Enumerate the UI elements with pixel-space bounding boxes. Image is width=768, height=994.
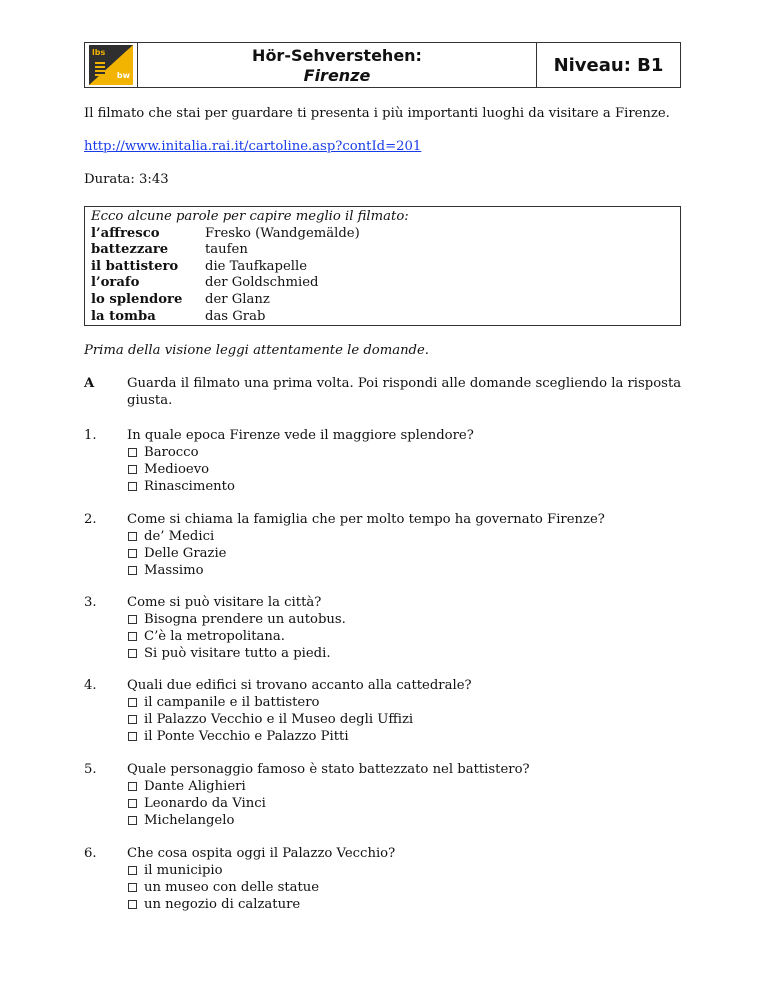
option-label: Massimo [144, 563, 204, 578]
option-label: il campanile e il battistero [144, 695, 320, 710]
logo-text-bottom: bw [116, 71, 130, 80]
worksheet-subtitle: Firenze [303, 66, 371, 85]
vocab-row [91, 309, 674, 326]
answer-option[interactable] [127, 628, 687, 645]
vocab-row [91, 226, 674, 243]
option-label: Barocco [144, 445, 199, 460]
question-number: 6. [84, 846, 97, 861]
option-label: de’ Medici [144, 529, 215, 544]
vocab-row [91, 242, 674, 259]
question-text: Come si chiama la famiglia che per molto tempo ha governato Firenze? [127, 512, 605, 527]
option-label: il Palazzo Vecchio e il Museo degli Uffizi [144, 712, 414, 727]
question-text: Che cosa ospita oggi il Palazzo Vecchio? [127, 846, 396, 861]
vocab-row [91, 292, 674, 309]
option-label: Dante Alighieri [144, 779, 246, 794]
answer-option[interactable] [127, 862, 687, 879]
intro-text: Il filmato che stai per guardare ti presenta i più importanti luoghi da visitare a Firenze. [84, 106, 670, 121]
option-label: Medioevo [144, 462, 210, 477]
answer-option[interactable] [127, 444, 687, 461]
question-number: 1. [84, 428, 97, 443]
option-label: Bisogna prendere un autobus. [144, 612, 346, 627]
checkbox-icon[interactable] [128, 866, 137, 875]
option-label: il municipio [144, 863, 223, 878]
title-cell [138, 43, 537, 87]
answer-option[interactable] [127, 728, 687, 745]
answer-option[interactable] [127, 461, 687, 478]
answer-option[interactable] [127, 562, 687, 579]
option-label: un museo con delle statue [144, 880, 320, 895]
option-label: Delle Grazie [144, 546, 227, 561]
vocab-translation: der Goldschmied [205, 275, 319, 291]
answer-option[interactable] [127, 711, 687, 728]
lion-icon [95, 62, 105, 76]
duration-text: Durata: 3:43 [84, 172, 169, 187]
checkbox-icon[interactable] [128, 782, 137, 791]
answer-option[interactable] [127, 611, 687, 628]
vocabulary-box [84, 206, 681, 326]
section-letter: A [84, 376, 95, 391]
vocab-term: l’affresco [91, 225, 160, 241]
question-text: Quale personaggio famoso è stato battezzato nel battistero? [127, 762, 530, 777]
answer-option[interactable] [127, 778, 687, 795]
vocab-translation: die Taufkapelle [205, 258, 308, 274]
vocab-translation: das Grab [205, 308, 266, 324]
checkbox-icon[interactable] [128, 566, 137, 575]
logo-text-top: lbs [92, 48, 106, 57]
checkbox-icon[interactable] [128, 816, 137, 825]
vocabulary-heading: Ecco alcune parole per capire meglio il filmato: [91, 209, 409, 224]
checkbox-icon[interactable] [128, 532, 137, 541]
checkbox-icon[interactable] [128, 900, 137, 909]
answer-option[interactable] [127, 879, 687, 896]
vocab-term: il battistero [91, 258, 179, 274]
question-text: In quale epoca Firenze vede il maggiore splendore? [127, 428, 474, 443]
checkbox-icon[interactable] [128, 883, 137, 892]
vocab-row [91, 275, 674, 292]
option-label: un negozio di calzature [144, 897, 301, 912]
answer-option[interactable] [127, 694, 687, 711]
option-label: Michelangelo [144, 813, 235, 828]
answer-option[interactable] [127, 795, 687, 812]
option-label: il Ponte Vecchio e Palazzo Pitti [144, 729, 349, 744]
checkbox-icon[interactable] [128, 698, 137, 707]
checkbox-icon[interactable] [128, 615, 137, 624]
vocab-term: battezzare [91, 242, 169, 258]
checkbox-icon[interactable] [128, 465, 137, 474]
answer-option[interactable] [127, 528, 687, 545]
option-label: Leonardo da Vinci [144, 796, 266, 811]
level-badge: Niveau: B1 [553, 54, 664, 76]
question-number: 4. [84, 678, 97, 693]
checkbox-icon[interactable] [128, 649, 137, 658]
question-text: Quali due edifici si trovano accanto alla cattedrale? [127, 678, 472, 693]
question-text: Come si può visitare la città? [127, 595, 322, 610]
vocab-term: la tomba [91, 308, 156, 324]
question-number: 5. [84, 762, 97, 777]
answer-option[interactable] [127, 896, 687, 913]
section-instruction: Guarda il filmato una prima volta. Poi rispondi alle domande scegliendo la risposta giusta. [127, 376, 682, 408]
question-number: 3. [84, 595, 97, 610]
checkbox-icon[interactable] [128, 715, 137, 724]
video-link[interactable]: http://www.initalia.rai.it/cartoline.asp?contId=201 [84, 139, 422, 154]
answer-option[interactable] [127, 645, 687, 662]
answer-option[interactable] [127, 812, 687, 829]
worksheet-title: Hör-Sehverstehen: [252, 46, 422, 65]
option-label: Rinascimento [144, 479, 235, 494]
checkbox-icon[interactable] [128, 448, 137, 457]
checkbox-icon[interactable] [128, 799, 137, 808]
vocab-translation: taufen [205, 242, 248, 258]
option-label: Si può visitare tutto a piedi. [144, 646, 331, 661]
answer-option[interactable] [127, 545, 687, 562]
lbs-bw-logo [89, 45, 133, 85]
checkbox-icon[interactable] [128, 482, 137, 491]
checkbox-icon[interactable] [128, 632, 137, 641]
vocab-row [91, 259, 674, 276]
vocab-translation: der Glanz [205, 291, 270, 307]
option-label: C’è la metropolitana. [144, 629, 285, 644]
answer-option[interactable] [127, 478, 687, 495]
question-number: 2. [84, 512, 97, 527]
checkbox-icon[interactable] [128, 549, 137, 558]
vocab-term: lo splendore [91, 291, 183, 307]
vocab-term: l’orafo [91, 275, 140, 291]
vocab-translation: Fresko (Wandgemälde) [205, 225, 360, 241]
pre-viewing-note: Prima della visione leggi attentamente le domande. [84, 343, 429, 358]
checkbox-icon[interactable] [128, 732, 137, 741]
worksheet-header [84, 42, 681, 88]
logo-cell [85, 43, 138, 87]
